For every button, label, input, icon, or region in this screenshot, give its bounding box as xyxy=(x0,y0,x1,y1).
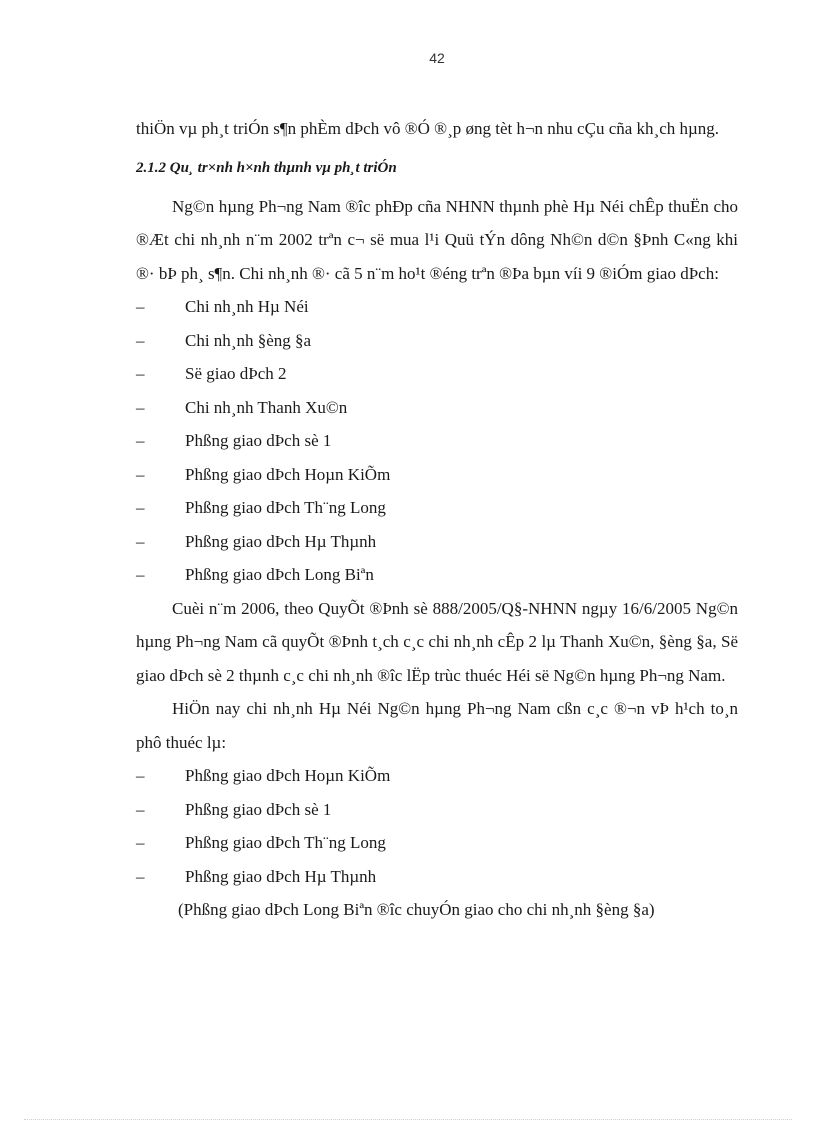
dash-bullet: – xyxy=(136,397,145,417)
list-item-text: Chi nh¸nh §èng §a xyxy=(185,330,312,350)
dash-bullet: – xyxy=(136,498,145,517)
list-item-text: Phßng giao dÞch Hµ Thµnh xyxy=(185,866,377,886)
list-item-text: Phßng giao dÞch sè 1 xyxy=(185,431,332,450)
paragraph-intro: thiÖn vµ ph¸t triÓn s¶n phÈm dÞch vô ®Ó ®¸p øng tèt h¬n nhu cÇu cña kh¸ch hµng. xyxy=(136,119,720,138)
paragraph-restructuring: Cuèi n¨m 2006, theo QuyÕt ®Þnh sè 888/2005/Q§-NHNN ngµy 16/6/2005 Ng©n hµng Ph¬ng Nam cã quyÕt ®Þnh t¸ch c¸c chi nh¸nh cÊp 2 lµ Thanh Xu©n, §èng §a, Së giao dÞch sè 2 thµnh c¸c chi nh¸nh ®îc lËp trùc thuéc Héi së Ng©n hµng Ph¬ng Nam. xyxy=(136,598,738,685)
list-item xyxy=(136,860,738,894)
list-item xyxy=(136,391,738,425)
list-item-text: Phßng giao dÞch Hoµn KiÕm xyxy=(185,464,391,484)
list-item xyxy=(136,826,738,860)
dash-bullet: – xyxy=(136,866,145,886)
list-item-text: Chi nh¸nh Hµ Néi xyxy=(185,297,309,316)
dash-bullet: – xyxy=(136,464,145,484)
transaction-points-list xyxy=(136,290,738,592)
list-item xyxy=(136,324,738,358)
list-item xyxy=(136,525,738,559)
list-item xyxy=(136,458,738,492)
list-item xyxy=(136,558,738,592)
dash-bullet: – xyxy=(136,833,145,852)
list-item-text: Phßng giao dÞch Long Biªn xyxy=(185,565,374,584)
list-item-text: Së giao dÞch 2 xyxy=(185,364,287,383)
list-item-text: Phßng giao dÞch Hµ Thµnh xyxy=(185,531,377,551)
paragraph-current-units: HiÖn nay chi nh¸nh Hµ Néi Ng©n hµng Ph¬ng Nam cßn c¸c ®¬n vÞ h¹ch to¸n phô thuéc lµ: xyxy=(136,699,738,752)
list-item xyxy=(136,793,738,827)
dash-bullet: – xyxy=(136,431,145,450)
list-item xyxy=(136,491,738,525)
paragraph-branch-history: Ng©n hµng Ph¬ng Nam ®îc phÐp cña NHNN thµnh phè Hµ Néi chÊp thuËn cho ®Æt chi nh¸nh n¨m 2002 trªn c¬ së mua l¹i Quü tÝn dông Nh©n d©n §Þnh C«ng khi ®· bÞ ph¸ s¶n. Chi nh¸nh ®· cã 5 n¨m ho¹t ®éng trªn ®Þa bµn víi 9 ®iÓm giao dÞch: xyxy=(136,196,738,283)
dependent-units-list xyxy=(136,759,738,893)
section-heading: 2.1.2 Qu¸ tr×nh h×nh thµnh vµ ph¸t triÓn xyxy=(136,159,397,176)
page-number: 42 xyxy=(429,50,445,66)
list-item xyxy=(136,290,738,324)
dash-bullet: – xyxy=(136,297,145,316)
page-bottom-divider xyxy=(24,1119,792,1120)
list-item-text: Phßng giao dÞch Th¨ng Long xyxy=(185,498,386,517)
list-item-text: Phßng giao dÞch Th¨ng Long xyxy=(185,833,386,852)
list-item-text: Phßng giao dÞch sè 1 xyxy=(185,799,332,819)
transfer-note: (Phßng giao dÞch Long Biªn ®îc chuyÓn giao cho chi nh¸nh §èng §a) xyxy=(178,900,655,919)
list-item-text: Phßng giao dÞch Hoµn KiÕm xyxy=(185,766,391,785)
list-item xyxy=(136,424,738,458)
page-content xyxy=(136,112,738,927)
dash-bullet: – xyxy=(136,531,145,551)
list-item xyxy=(136,759,738,793)
list-item-text: Chi nh¸nh Thanh Xu©n xyxy=(185,397,348,417)
dash-bullet: – xyxy=(136,330,145,350)
dash-bullet: – xyxy=(136,766,145,785)
dash-bullet: – xyxy=(136,364,145,383)
dash-bullet: – xyxy=(136,565,145,584)
dash-bullet: – xyxy=(136,799,145,819)
list-item xyxy=(136,357,738,391)
